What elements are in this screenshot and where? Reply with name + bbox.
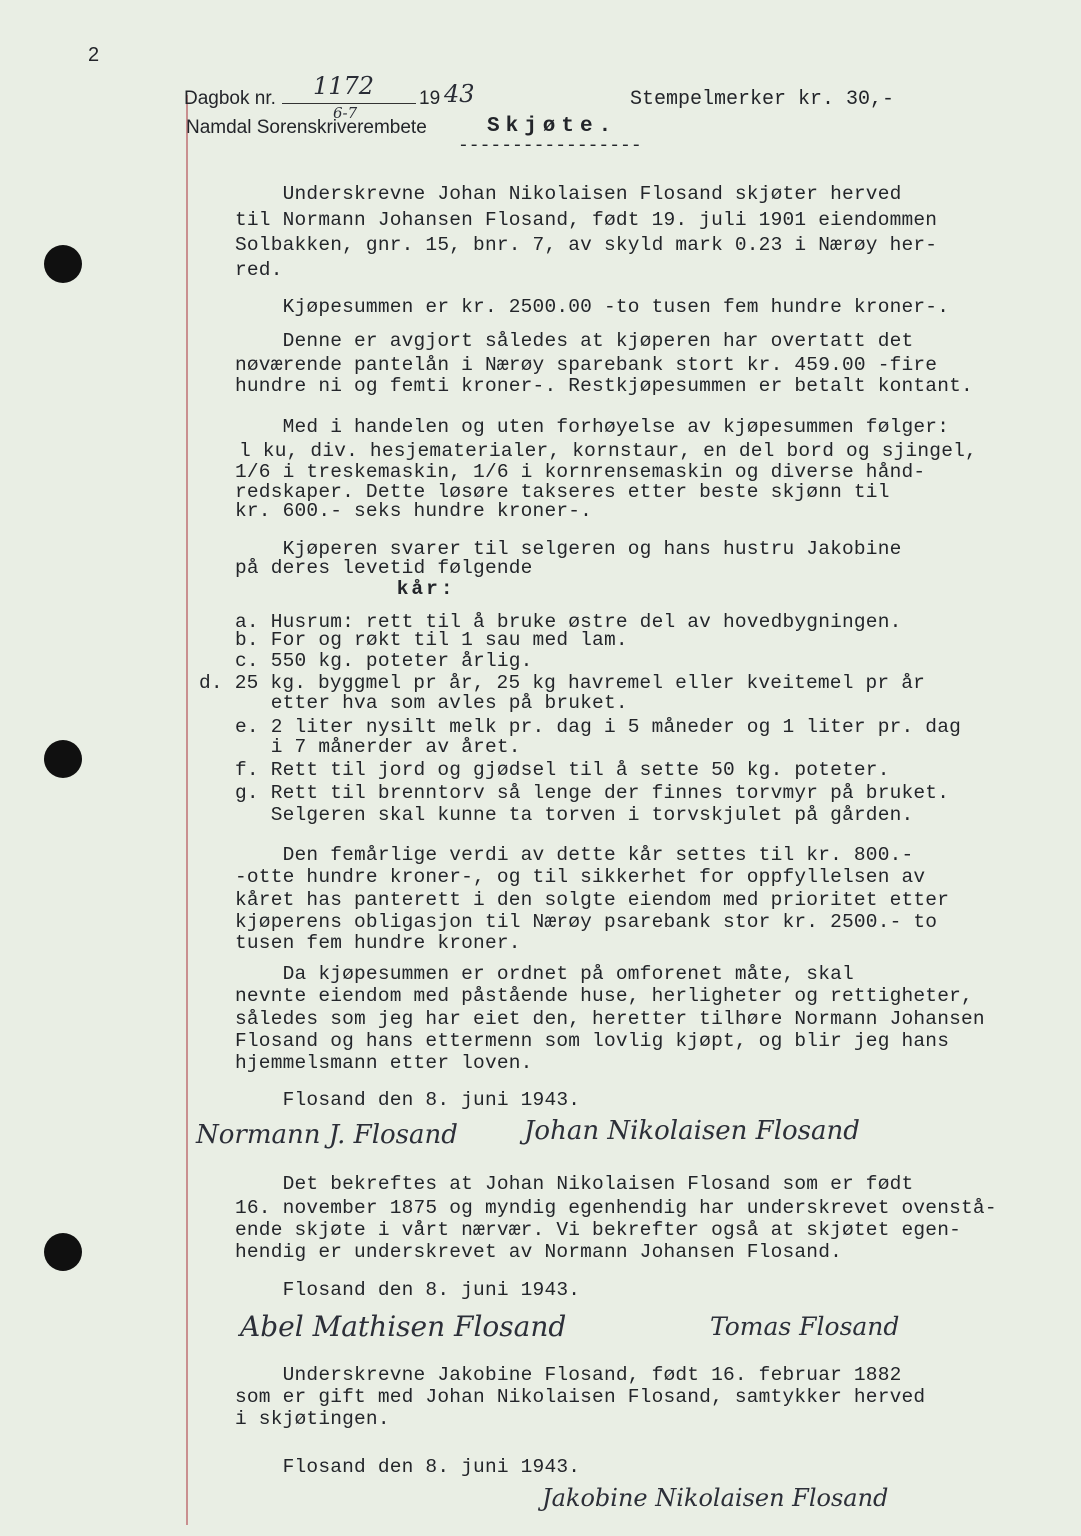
text-line: Flosand og hans ettermenn som lovlig kjøpt, og blir jeg hans <box>235 1030 950 1052</box>
text-line: c. 550 kg. poteter årlig. <box>235 650 533 672</box>
dagbok-number: 1172 <box>313 72 375 100</box>
text-line: Underskrevne Johan Nikolaisen Flosand skjøter herved <box>235 183 902 205</box>
signature-johan: Johan Nikolaisen Flosand <box>524 1116 860 1146</box>
text-line: i 7 månerder av året. <box>235 736 521 758</box>
text-line: i skjøtingen. <box>235 1408 390 1430</box>
text-line: Solbakken, gnr. 15, bnr. 7, av skyld mark 0.23 i Nærøy her- <box>235 234 938 256</box>
text-line: Kjøperen svarer til selgeren og hans hustru Jakobine <box>235 538 902 560</box>
text-line: e. 2 liter nysilt melk pr. dag i 5 måneder og 1 liter pr. dag <box>235 716 962 738</box>
text-line: f. Rett til jord og gjødsel til å sette 50 kg. poteter. <box>235 759 890 781</box>
text-line: hjemmelsmann etter loven. <box>235 1052 533 1074</box>
signature-abel: Abel Mathisen Flosand <box>240 1310 567 1343</box>
text-line: Flosand den 8. juni 1943. <box>235 1089 581 1111</box>
text-line: således som jeg har eiet den, heretter tilhøre Normann Johansen <box>235 1008 985 1030</box>
text-line: Selgeren skal kunne ta torven i torvskjulet på gården. <box>235 804 914 826</box>
text-line: kår: <box>235 578 456 600</box>
office-name: Namdal Sorenskriverembete <box>186 117 427 138</box>
text-line: d. 25 kg. byggmel pr år, 25 kg havremel eller kveitemel pr år <box>199 672 926 694</box>
punch-hole-middle <box>44 740 82 778</box>
text-line: nøværende pantelån i Nærøy sparebank stort kr. 459.00 -fire <box>235 354 938 376</box>
text-line: -otte hundre kroner-, og til sikkerhet for oppfyllelsen av <box>235 866 926 888</box>
signature-tomas: Tomas Flosand <box>710 1312 900 1341</box>
year-prefix: 19 <box>419 88 441 109</box>
text-line: b. For og røkt til 1 sau med lam. <box>235 629 628 651</box>
dagbok-date: 6-7 <box>333 104 358 122</box>
title-underline: ----------------- <box>458 136 642 156</box>
text-line: Kjøpesummen er kr. 2500.00 -to tusen fem hundre kroner-. <box>235 296 950 318</box>
text-line: Flosand den 8. juni 1943. <box>235 1279 581 1301</box>
text-line: ende skjøte i vårt nærvær. Vi bekrefter også at skjøtet egen- <box>235 1219 962 1241</box>
margin-rule <box>186 95 188 1525</box>
punch-hole-top <box>44 245 82 283</box>
stamp-duty: Stempelmerker kr. 30,- <box>630 88 895 111</box>
text-line: Den femårlige verdi av dette kår settes til kr. 800.- <box>235 844 914 866</box>
text-line: nevnte eiendom med påstående huse, herligheter og rettigheter, <box>235 985 973 1007</box>
text-line: hendig er underskrevet av Normann Johansen Flosand. <box>235 1241 842 1263</box>
dagbok-label: Dagbok nr. <box>184 88 276 109</box>
text-line: som er gift med Johan Nikolaisen Flosand, samtykker herved <box>235 1386 926 1408</box>
text-line: Denne er avgjort således at kjøperen har overtatt det <box>235 330 914 352</box>
text-line: g. Rett til brenntorv så lenge der finnes torvmyr på bruket. <box>235 782 950 804</box>
text-line: Da kjøpesummen er ordnet på omforenet måte, skal <box>235 963 854 985</box>
document-title: Skjøte. <box>487 115 618 138</box>
punch-hole-bottom <box>44 1233 82 1271</box>
text-line: Det bekreftes at Johan Nikolaisen Flosand som er født <box>235 1173 914 1195</box>
text-line: etter hva som avles på bruket. <box>235 692 628 714</box>
text-line: til Normann Johansen Flosand, født 19. juli 1901 eiendommen <box>235 209 938 231</box>
text-line: Underskrevne Jakobine Flosand, født 16. februar 1882 <box>235 1364 902 1386</box>
text-line: på deres levetid følgende <box>235 557 533 579</box>
text-line: a. Husrum: rett til å bruke østre del av hovedbygningen. <box>235 611 902 633</box>
text-line: redskaper. Dette løsøre takseres etter beste skjønn til <box>235 481 890 503</box>
text-line: Med i handelen og uten forhøyelse av kjøpesummen følger: <box>235 416 950 438</box>
text-line: kjøperens obligasjon til Nærøy psarebank stor kr. 2500.- to <box>235 911 938 933</box>
text-line: l ku, div. hesjematerialer, kornstaur, en del bord og sjingel, <box>239 440 977 462</box>
page-number: 2 <box>88 44 100 66</box>
text-line: kr. 600.- seks hundre kroner-. <box>235 500 593 522</box>
text-line: 16. november 1875 og myndig egenhendig har underskrevet ovenstå- <box>235 1197 997 1219</box>
text-line: kåret has panterett i den solgte eiendom med prioritet etter <box>235 889 950 911</box>
text-line: Flosand den 8. juni 1943. <box>235 1456 581 1478</box>
signature-normann: Normann J. Flosand <box>196 1120 458 1150</box>
text-line: red. <box>235 259 283 281</box>
year-suffix: 43 <box>444 80 475 108</box>
signature-jakobine: Jakobine Nikolaisen Flosand <box>542 1484 889 1512</box>
text-line: 1/6 i treskemaskin, 1/6 i kornrensemaskin og diverse hånd- <box>235 461 926 483</box>
text-line: hundre ni og femti kroner-. Restkjøpesummen er betalt kontant. <box>235 375 973 397</box>
text-line: tusen fem hundre kroner. <box>235 932 521 954</box>
